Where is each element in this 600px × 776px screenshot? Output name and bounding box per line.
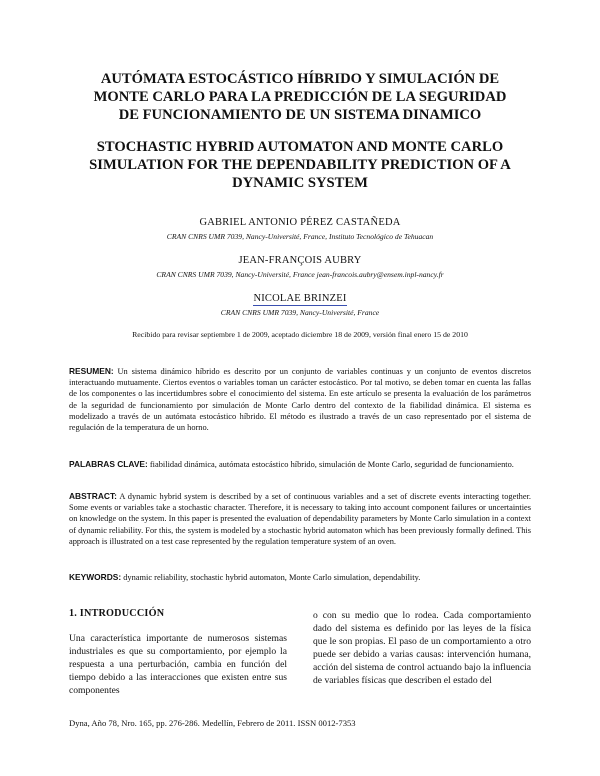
title-english-line: STOCHASTIC HYBRID AUTOMATON AND MONTE CARLO: [96, 139, 504, 155]
intro-right-column: o con su medio que lo rodea. Cada comportamiento dado del sistema es definido por las leyes de la física que le son propias. El paso de un comportamiento a otro puede ser debido a varias causas: intervención humana, acción del sistema de control actuando bajo la influencia de variables físicas que describen el estado del: [313, 610, 531, 686]
author-affiliation: CRAN CNRS UMR 7039, Nancy-Université, France: [220, 308, 380, 317]
abstract-block: [69, 491, 531, 547]
intro-left-column: Una característica importante de numerosos sistemas industriales es que su comportamiento, por ejemplo la respuesta a una perturbación, cambia en función del tiempo debido a las interacciones que existen entre sus componentes: [69, 633, 287, 696]
palabras-clave-block: [69, 459, 531, 470]
title-spanish-line: DE FUNCIONAMIENTO DE UN SISTEMA DINAMICO: [118, 107, 482, 123]
resumen-text: Un sistema dinámico híbrido es descrito por un conjunto de variables continuas y un conjunto de eventos discretos interactuando mutuamente. Ciertos eventos o variables toman un carácter estocástico. Por tal motivo, se deben tomar en cuenta las fallas de los componentes o las incertidumbres sobre el conocimiento del sistema. En este artículo se presenta la evaluación de los parámetros de la seguridad de funcionamiento por simulación de Monte Carlo dentro del contexto de la fiabilidad dinámica. El sistema es modelizado a través de un autómata estocástico híbrido. El método es ilustrado a través de un caso representado por el sistema de regulación de la temperatura de un horno.: [69, 367, 531, 433]
keywords-block: [69, 572, 531, 583]
author-affiliation: CRAN CNRS UMR 7039, Nancy-Université, France jean-francois.aubry@ensem.inpl-nancy.fr: [156, 270, 444, 279]
page-footer: Dyna, Año 78, Nro. 165, pp. 276-286. Medellín, Febrero de 2011. ISSN 0012-7353: [69, 718, 356, 728]
palabras-clave-label: PALABRAS CLAVE:: [69, 459, 148, 469]
resumen-block: [69, 366, 531, 433]
title-spanish-line: AUTÓMATA ESTOCÁSTICO HÍBRIDO Y SIMULACIÓN DE: [100, 71, 500, 87]
title-english-line: DYNAMIC SYSTEM: [232, 175, 368, 191]
keywords-label: KEYWORDS:: [69, 572, 122, 582]
title-english: [70, 138, 530, 192]
title-spanish: [70, 70, 530, 124]
section-heading: 1. INTRODUCCIÓN: [69, 608, 165, 619]
received-dates: Recibido para revisar septiembre 1 de 2009, aceptado diciembre 18 de 2009, versión final enero 15 de 2010: [132, 330, 468, 339]
author-name: JEAN-FRANÇOIS AUBRY: [238, 255, 362, 266]
author-name-link[interactable]: NICOLAE BRINZEI: [253, 293, 347, 304]
author-name: [60, 293, 540, 304]
abstract-label: ABSTRACT:: [69, 491, 117, 501]
palabras-clave-text: fiabilidad dinámica, autómata estocástico híbrido, simulación de Monte Carlo, seguridad de funcionamiento.: [149, 460, 514, 469]
author-name: GABRIEL ANTONIO PÉREZ CASTAÑEDA: [199, 217, 401, 228]
keywords-text: dynamic reliability, stochastic hybrid automaton, Monte Carlo simulation, dependability.: [123, 573, 421, 582]
title-spanish-line: MONTE CARLO PARA LA PREDICCIÓN DE LA SEGURIDAD: [93, 89, 507, 105]
author-affiliation: CRAN CNRS UMR 7039, Nancy-Université, France, Instituto Tecnológico de Tehuacan: [166, 232, 434, 241]
title-english-line: SIMULATION FOR THE DEPENDABILITY PREDICTION OF A: [89, 157, 511, 173]
abstract-text: A dynamic hybrid system is described by a set of continuous variables and a set of discrete events interacting together. Some events or variables take a stochastic character. Therefore, it is necessary to taking into account component failures or uncertainties on knowledge on the system. In this paper is presented the evaluation of dependability parameters by Monte Carlo simulation in a context of dynamic reliability. For this, the system is modeled by a stochastic hybrid automaton which has been previously formally defined. This approach is illustrated on a test case represented by the regulation temperature system of an oven.: [69, 492, 531, 546]
resumen-label: RESUMEN:: [69, 366, 114, 376]
